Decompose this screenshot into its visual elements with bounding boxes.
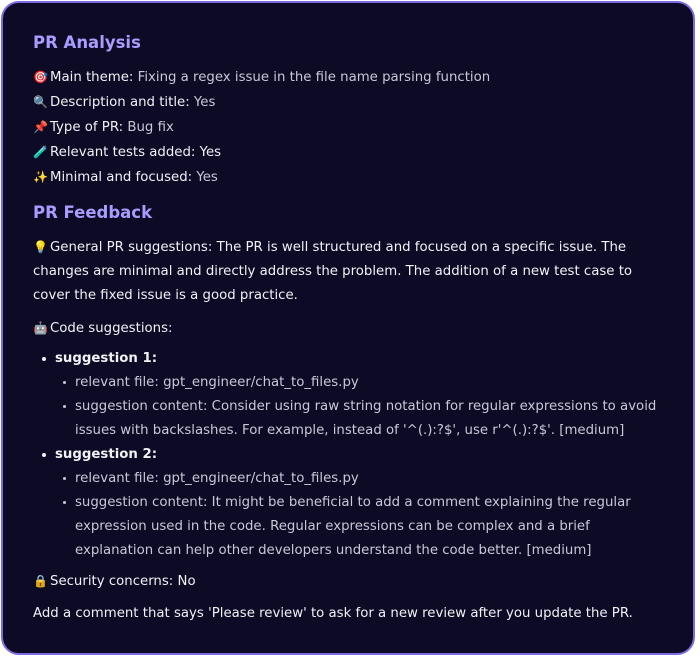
suggestion-details bbox=[55, 371, 663, 443]
pr-type-label: Type of PR: bbox=[50, 120, 124, 135]
suggestion-title: suggestion 1: bbox=[55, 351, 158, 366]
suggestion-details bbox=[55, 467, 663, 563]
pr-feedback-heading: PR Feedback bbox=[33, 203, 153, 222]
tests-added-label: Relevant tests added: bbox=[50, 145, 196, 160]
pr-analysis-list bbox=[33, 65, 663, 190]
lightbulb-icon: 💡 bbox=[33, 240, 48, 254]
suggestion-title: suggestion 2: bbox=[55, 447, 158, 462]
general-suggestions-value: The PR is well structured and focused on a specific issue. The changes are minimal and directly address the problem. The addition of a new test case to cover the fixed issue is a good practice. bbox=[33, 240, 633, 303]
main-theme-row bbox=[33, 65, 663, 90]
pr-review-card bbox=[1, 1, 695, 655]
code-suggestions-list bbox=[33, 347, 663, 563]
magnifier-icon: 🔍 bbox=[33, 95, 48, 109]
pushpin-icon: 📌 bbox=[33, 120, 48, 134]
tests-added-value: Yes bbox=[199, 145, 222, 160]
lock-icon: 🔒 bbox=[33, 574, 48, 588]
description-title-value: Yes bbox=[193, 95, 216, 110]
pr-type-value: Bug fix bbox=[127, 120, 174, 135]
security-concerns-label: Security concerns: bbox=[50, 574, 174, 589]
minimal-focused-row bbox=[33, 165, 663, 190]
minimal-focused-label: Minimal and focused: bbox=[50, 170, 193, 185]
description-title-row bbox=[33, 90, 663, 115]
target-icon: 🎯 bbox=[33, 70, 48, 84]
pr-type-row bbox=[33, 115, 663, 140]
review-instructions: Add a comment that says 'Please review' to ask for a new review after you update the PR. bbox=[33, 606, 633, 621]
code-suggestions-row bbox=[33, 316, 663, 341]
sparkles-icon: ✨ bbox=[33, 170, 48, 184]
general-suggestions bbox=[33, 235, 663, 308]
robot-icon: 🤖 bbox=[33, 321, 48, 335]
suggestion-content: suggestion content: It might be beneficial to add a comment explaining the regular expression used in the code. Regular expressions can be complex and a brief explanation can help other developers understand the code better. [medium] bbox=[75, 491, 663, 563]
security-concerns-row bbox=[33, 569, 663, 594]
tests-added-row bbox=[33, 140, 663, 165]
list-item bbox=[55, 443, 663, 563]
main-theme-value: Fixing a regex issue in the file name parsing function bbox=[137, 70, 491, 85]
security-concerns-value: No bbox=[177, 574, 196, 589]
main-theme-label: Main theme: bbox=[50, 70, 134, 85]
description-title-label: Description and title: bbox=[50, 95, 190, 110]
list-item bbox=[55, 347, 663, 443]
minimal-focused-value: Yes bbox=[196, 170, 218, 185]
test-tube-icon: 🧪 bbox=[33, 145, 48, 159]
suggestion-content: suggestion content: Consider using raw string notation for regular expressions to avoid issues with backslashes. For example, instead of '^(.):?$', use r'^(.):?$'. [medium] bbox=[75, 395, 663, 443]
pr-analysis-heading: PR Analysis bbox=[33, 33, 141, 52]
relevant-file: relevant file: gpt_engineer/chat_to_files.py bbox=[75, 371, 663, 395]
relevant-file: relevant file: gpt_engineer/chat_to_files.py bbox=[75, 467, 663, 491]
code-suggestions-label: Code suggestions: bbox=[50, 321, 173, 336]
general-suggestions-label: General PR suggestions: bbox=[50, 240, 213, 255]
